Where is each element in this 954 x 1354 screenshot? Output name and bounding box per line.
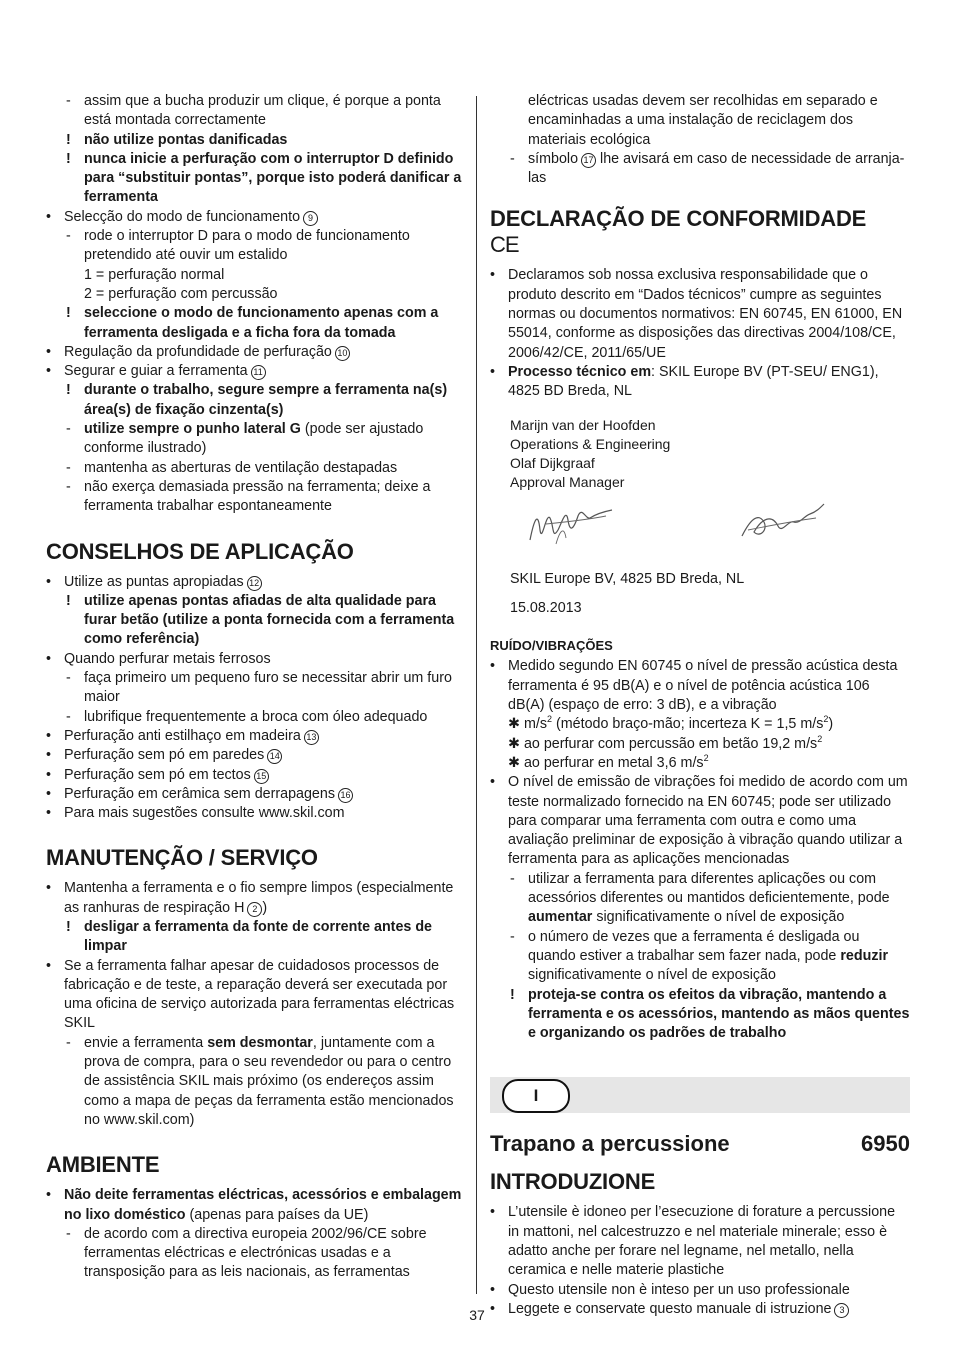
product-name: Trapano a percussione (490, 1131, 730, 1157)
company-address: SKIL Europe BV, 4825 BD Breda, NL (510, 570, 745, 587)
list-marker: • (46, 766, 52, 783)
list-marker: - (66, 459, 71, 476)
list-marker: - (510, 150, 515, 167)
maintenance-list (46, 879, 464, 1130)
list-item: • Se a ferramenta falhar apesar de cuidadosos processos de fabricação e de teste, a reparação deverá ser executada por uma oficina de serviço autorizada para ferramentas eléctricas SKIL (46, 957, 455, 1032)
signature-2-icon (738, 500, 828, 544)
figure-reference-icon: 11 (251, 365, 266, 380)
list-marker: • (46, 747, 52, 764)
list-marker: - (66, 421, 71, 438)
list-marker: - (66, 1225, 71, 1242)
list-item: ! não utilize pontas danificadas (46, 131, 464, 150)
noise-item: • Medido segundo EN 60745 o nível de pressão acústica desta ferramenta é 95 dB(A) e o nível de potência acústica 106 dB(A) (espaço de erro: 3 dB), e a vibração ✱ $m/s^2$ (método braço-mão; incerteza K = 1,5 $m/s^2$) ✱ ao perfurar com percussão em betão 19,2 $m/s^2$ ✱ ao perfurar en metal 3,6 $m/s^2$ (490, 658, 898, 771)
list-marker: • (46, 343, 52, 360)
list-marker: • (46, 1187, 52, 1204)
list-item: • Perfuração anti estilhaço em madeira 13 (46, 727, 464, 746)
figure-reference-icon: 17 (581, 153, 596, 168)
star-icon: ✱ (508, 735, 520, 752)
figure-reference-icon: 9 (303, 211, 318, 226)
signatories (510, 416, 910, 492)
application-tips-list (46, 573, 464, 824)
list-item: • Quando perfurar metais ferrosos (46, 650, 464, 669)
environment-list (46, 1186, 464, 1282)
heading-manutencao: MANUTENÇÃO / SERVIÇO (46, 845, 318, 871)
list-item: • Perfuração sem pó em tectos 15 (46, 766, 464, 785)
heading-conselhos: CONSELHOS DE APLICAÇÃO (46, 538, 354, 564)
heading-introduzione: INTRODUZIONE (490, 1169, 656, 1195)
product-title (490, 1131, 910, 1157)
list-item: ! durante o trabalho, segure sempre a ferramenta na(s) área(s) de fixação cinzenta(s) (66, 382, 448, 418)
list-marker: - (66, 93, 71, 109)
list-item: • Mantenha a ferramenta e o fio sempre limpos (especialmente as ranhuras de respiração H 2 ) (46, 880, 454, 916)
list-marker: - (510, 928, 515, 945)
figure-reference-icon: 16 (338, 788, 353, 803)
list-item: eléctricas usadas devem ser recolhidas em separado e encaminhadas a uma instalação de reciclagem dos materiais ecológica (528, 93, 878, 148)
list-marker: • (490, 267, 496, 284)
list-item: • Selecção do modo de funcionamento 9 (46, 208, 464, 227)
signer1-name: Marijn van der Hoofden (510, 416, 656, 433)
figure-reference-icon: 13 (304, 730, 319, 745)
list-item: 1 = perfuração normal (84, 266, 225, 283)
declaration-list (490, 266, 910, 401)
list-item: ! nunca inicie a perfuração com o interruptor D definido para “substituir pontas”, porque isto poderá danificar a ferramenta (66, 150, 462, 206)
list-marker: ! (66, 305, 71, 322)
list-item: - o número de vezes que a ferramenta é desligada ou quando estiver a trabalhar sem fazer nada, pode reduzir significativamente o nível de exposição (510, 928, 889, 984)
list-item: ! proteja-se contra os efeitos da vibração, mantendo a ferramenta e os acessórios, mantendo as mãos quentes e organizando os padrões de trabalho (510, 986, 910, 1042)
list-item: ! desligar a ferramenta da fonte de corrente antes de limpar (66, 918, 433, 955)
list-item: • O nível de emissão de vibrações foi medido de acordo com um teste normalizado fornecido na EN 60745; pode ser utilizado para comparar uma ferramenta com outra e como uma avaliação preliminar de exposição à vibração quando utilizar a ferramenta para as aplicações mencionadas (490, 774, 908, 868)
list-marker: • (46, 573, 52, 590)
star-icon: ✱ (508, 754, 520, 771)
list-marker: • (46, 880, 52, 897)
list-item: - faça primeiro um pequeno furo se necessitar abrir um furo maior (66, 670, 452, 706)
list-marker: - (66, 228, 71, 245)
ce-mark-icon: CE (490, 232, 519, 258)
list-marker: ! (510, 986, 515, 1003)
signer2-name: Olaf Dijkgraaf (510, 454, 595, 471)
list-item: ! seleccione o modo de funcionamento apenas com a ferramenta desligada e a ficha fora da tomada (66, 305, 439, 341)
list-marker: - (66, 670, 71, 687)
list-item: • Utilize as puntas apropiadas 12 (46, 573, 464, 592)
list-marker: ! (66, 592, 71, 609)
product-model: 6950 (861, 1131, 910, 1157)
list-item: • Leggete e conservate questo manuale di istruzione 3 (490, 1300, 910, 1319)
list-marker: - (66, 1034, 71, 1051)
list-marker: ! (66, 918, 71, 935)
list-marker: • (46, 650, 52, 667)
figure-reference-icon: 2 (247, 902, 262, 917)
list-marker: - (66, 708, 71, 725)
list-item: - rode o interruptor D para o modo de funcionamento pretendido até ouvir um estalido (66, 228, 410, 264)
list-item: ! utilize apenas pontas afiadas de alta qualidade para furar betão (utilize a ponta fornecida com a ferramenta como referência) (66, 592, 455, 648)
star-icon: ✱ (508, 716, 520, 733)
right-column (490, 92, 910, 1319)
signer2-title: Approval Manager (510, 473, 625, 490)
list-marker: - (66, 478, 71, 495)
introduction-list (490, 1203, 910, 1319)
page-number: 37 (469, 1307, 485, 1323)
list-marker: • (46, 805, 52, 822)
instructions-list (46, 92, 464, 517)
heading-declaracao: DECLARAÇÃO DE CONFORMIDADE CE (490, 206, 867, 258)
list-marker: ! (66, 382, 71, 399)
heading-ruido: RUÍDO/VIBRAÇÕES (490, 638, 613, 654)
list-marker: • (46, 957, 52, 974)
list-marker: • (490, 1204, 496, 1221)
figure-reference-icon: 10 (335, 346, 350, 361)
list-item: • Questo utensile non è inteso per un uso professionale (490, 1281, 910, 1300)
figure-reference-icon: 3 (834, 1303, 849, 1318)
list-item: • Perfuração em cerâmica sem derrapagens 16 (46, 785, 464, 804)
bullet-mark: • (490, 658, 496, 675)
vibration-list (490, 773, 910, 1043)
signatures (510, 492, 910, 568)
list-item: • Segurar e guiar a ferramenta 11 (46, 362, 464, 381)
list-marker: • (490, 1281, 496, 1298)
list-item: - assim que a bucha produzir um clique, é porque a ponta está montada correctamente (66, 93, 441, 129)
list-marker: • (46, 363, 52, 380)
list-marker: ! (66, 150, 71, 167)
list-marker: • (46, 785, 52, 802)
list-marker: • (490, 1300, 496, 1317)
left-column (46, 92, 464, 1283)
signature-1-icon (526, 500, 616, 550)
language-badge: I (502, 1079, 570, 1113)
list-item: • Para mais sugestões consulte www.skil.com (46, 804, 464, 823)
declaration-date: 15.08.2013 (510, 599, 582, 616)
list-item: - lubrifique frequentemente a broca com óleo adequado (46, 708, 464, 727)
list-marker: • (490, 363, 496, 380)
list-item: • Regulação da profundidade de perfuração 10 (46, 343, 464, 362)
figure-reference-icon: 12 (247, 576, 262, 591)
column-divider (476, 96, 477, 1294)
list-item: - mantenha as aberturas de ventilação destapadas (46, 459, 464, 478)
figure-reference-icon: 14 (267, 749, 282, 764)
signer1-title: Operations & Engineering (510, 435, 671, 452)
list-item: • Processo técnico em: SKIL Europe BV (PT-SEU/ ENG1), 4825 BD Breda, NL (490, 363, 879, 400)
list-item: - utilize sempre o punho lateral G (pode ser ajustado conforme ilustrado) (66, 421, 424, 457)
list-item: - envie a ferramenta sem desmontar, juntamente com a prova de compra, para o seu revendedor ou para o centro de assistência SKIL mais próximo (os endereços assim como a mapa de peças da ferramenta estão mencionados no www.skil.com) (66, 1034, 454, 1128)
list-item: - símbolo 17 lhe avisará em caso de necessidade de arranja-las (510, 150, 905, 187)
list-marker: • (490, 774, 496, 791)
list-item: • L’utensile è idoneo per l’esecuzione di forature a percussione in mattoni, nel calcestruzzo e nel materiale minerale; esso è adatto anche per forare nel legname, nel metallo, nella ceramica e nelle materie plastiche (490, 1204, 896, 1279)
list-marker: • (46, 727, 52, 744)
list-item: - utilizar a ferramenta para diferentes aplicações ou com acessórios diferentes ou mantidos deficientemente, pode aumentar significativamente o nível de exposição (510, 870, 890, 926)
list-item: • Não deite ferramentas eléctricas, acessórios e embalagem no lixo doméstico (apenas para países da UE) (46, 1187, 462, 1223)
list-item: • Perfuração sem pó em paredes 14 (46, 746, 464, 765)
list-item: • Declaramos sob nossa exclusiva responsabilidade que o produto descrito em “Dados técnicos” cumpre as seguintes normas ou documentos normativos: EN 60745, EN 61000, EN 55014, conforme as disposições das directivas 2004/108/CE, 2006/42/CE, 2011/65/UE (490, 267, 903, 361)
figure-reference-icon: 15 (254, 769, 269, 784)
list-item: 2 = perfuração com percussão (84, 285, 278, 302)
list-marker: ! (66, 131, 71, 148)
environment-continued-list (490, 92, 910, 188)
heading-ambiente: AMBIENTE (46, 1152, 160, 1178)
list-marker: • (46, 208, 52, 225)
language-bar (490, 1077, 910, 1113)
list-marker: - (510, 870, 515, 887)
list-item: - não exerça demasiada pressão na ferramenta; deixe a ferramenta trabalhar espontaneamente (66, 478, 431, 515)
list-item: - de acordo com a directiva europeia 2002/96/CE sobre ferramentas eléctricas e electrónicas usadas e a transposição para as leis nacionais, as ferramentas (66, 1225, 427, 1281)
